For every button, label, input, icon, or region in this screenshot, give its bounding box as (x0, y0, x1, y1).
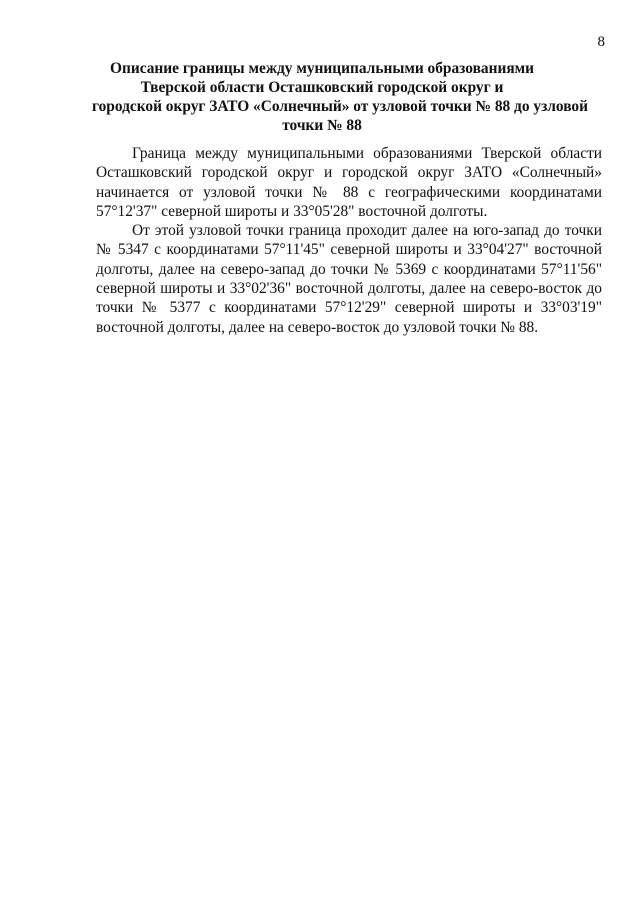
page-number: 8 (597, 34, 605, 50)
document-title (92, 59, 588, 135)
paragraph-boundary-route: От этой узловой точки граница проходит далее на юго-запад до точки № 5347 с координатами 57°11'45" северной широты и 33°04'27" восточной долготы, далее на северо-запад до точки № 5369 с координатами 57°11'56" северной широты и 33°02'36" восточной долготы, далее на северо-восток до точки № 5377 с координатами 57°12'29" северной широты и 33°03'19" восточной долготы, далее на северо-восток до узловой точки № 88. (96, 222, 602, 336)
title-line: городской округ ЗАТО «Солнечный» от узловой точки № 88 до узловой (92, 98, 588, 115)
title-line: Описание границы между муниципальными образованиями (109, 60, 535, 77)
paragraph-start-point: Граница между муниципальными образованиями Тверской области Осташковский городской округ и городской округ ЗАТО «Солнечный» начинается от узловой точки № 88 с географическими координатами 57°12'37" северной широты и 33°05'28" восточной долготы. (96, 145, 602, 220)
title-line: точки № 88 (282, 117, 362, 134)
title-line: Тверской области Осташковский городской округ и (140, 79, 504, 96)
document-body (96, 144, 602, 337)
